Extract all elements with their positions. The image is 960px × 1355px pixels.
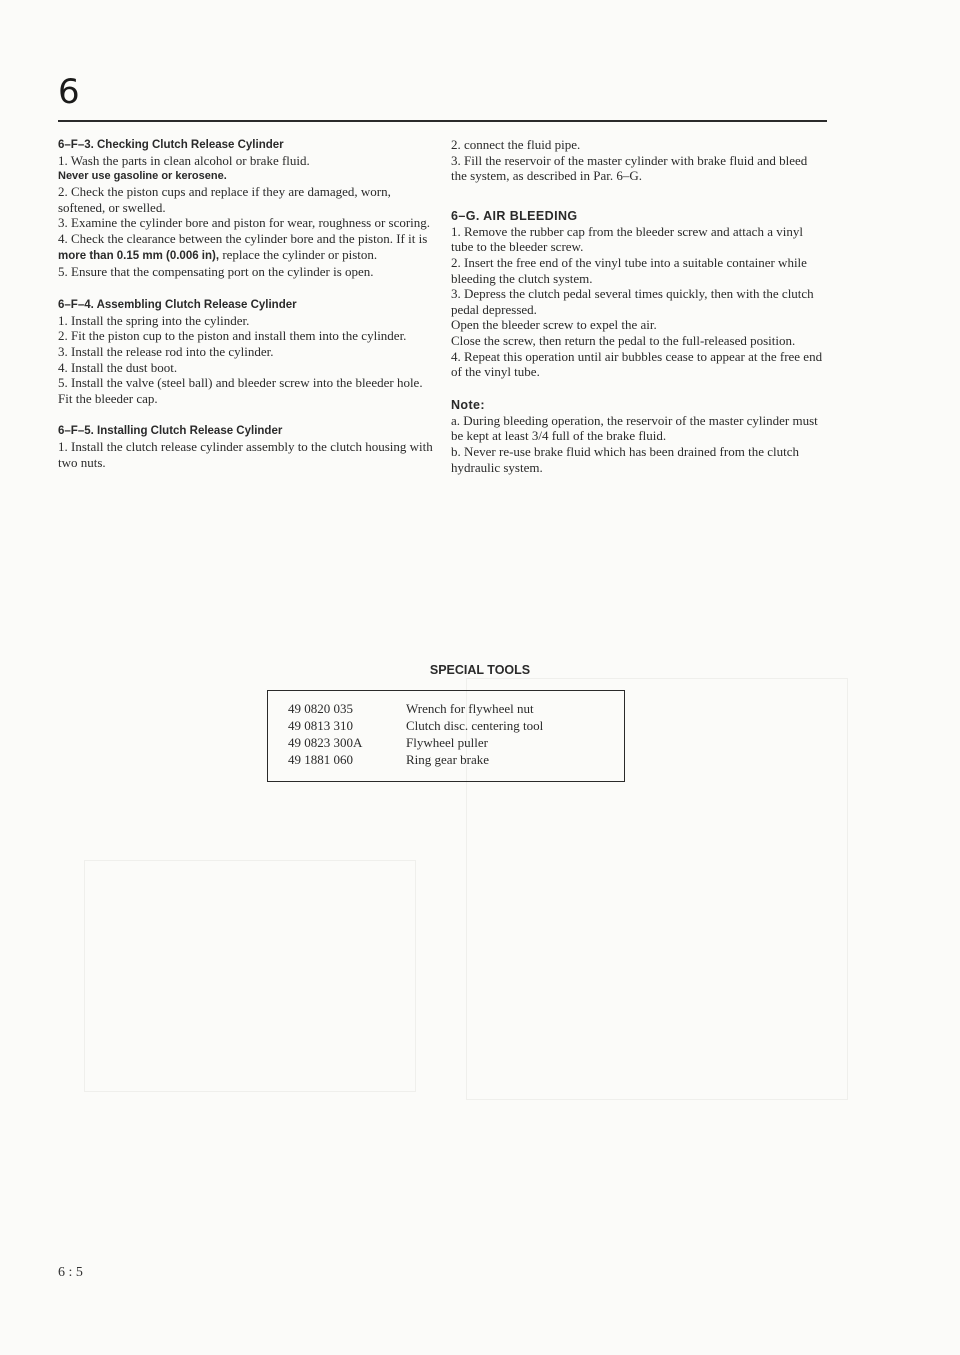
table-row — [288, 700, 543, 717]
special-tools-table — [288, 700, 543, 768]
page-number: 6 : 5 — [58, 1265, 83, 1280]
tool-code: 49 0813 310 — [288, 718, 353, 733]
paragraph: 2. connect the fluid pipe. — [451, 137, 581, 152]
paragraph: 3. Depress the clutch pedal several times quickly, then with the clutch pedal depressed. — [451, 286, 814, 317]
tool-code: 49 0823 300A — [288, 735, 363, 750]
tool-description: Clutch disc. centering tool — [406, 718, 544, 733]
note-heading: Note: — [451, 397, 485, 412]
paragraph-text: replace the cylinder or piston. — [222, 246, 378, 262]
paragraph: 1. Remove the rubber cap from the bleeder screw and attach a vinyl tube to the bleeder screw. — [451, 223, 803, 255]
header-rule — [58, 120, 827, 122]
tool-code: 49 0820 035 — [288, 701, 353, 716]
spec-value: more than 0.15 mm (0.006 in), — [58, 249, 220, 262]
warning-text: Never use gasoline or kerosene. — [58, 169, 227, 182]
paragraph: 1. Install the clutch release cylinder assembly to the clutch housing with two nuts. — [58, 439, 433, 470]
section-heading: 6–G. AIR BLEEDING — [451, 208, 578, 223]
paragraph: 1. Install the spring into the cylinder. — [58, 312, 250, 328]
section-heading: 6–F–3. Checking Clutch Release Cylinder — [58, 139, 284, 151]
paragraph: 2. Check the piston cups and replace if they are damaged, worn, softened, or swelled. — [58, 184, 391, 215]
paragraph: 4. Install the dust boot. — [58, 359, 178, 375]
table-row — [288, 717, 543, 734]
left-column — [58, 137, 433, 471]
paragraph: 2. Fit the piston cup to the piston and install them into the cylinder. — [58, 328, 407, 344]
paragraph: 1. Wash the parts in clean alcohol or brake fluid. — [58, 153, 310, 168]
paragraph: Open the bleeder screw to expel the air. — [451, 317, 657, 333]
paragraph: 3. Install the release rod into the cylinder. — [58, 343, 274, 359]
paragraph-text: 4. Check the clearance between the cylinder bore and the piston. If it is — [58, 230, 428, 246]
paragraph: 5. Install the valve (steel ball) and bleeder screw into the bleeder hole. Fit the bleeder cap. — [58, 375, 423, 406]
paragraph: 3. Fill the reservoir of the master cylinder with brake fluid and bleed the system, as described in Par. 6–G. — [451, 152, 808, 184]
note-item: b. Never re-use brake fluid which has been drained from the clutch hydraulic system. — [451, 443, 799, 475]
right-column — [451, 137, 826, 475]
tool-description: Flywheel puller — [406, 735, 488, 750]
note-item: a. During bleeding operation, the reservoir of the master cylinder must be kept at least 3/4 full of the brake fluid. — [451, 412, 818, 444]
show-through-frame — [84, 860, 416, 1092]
paragraph: 5. Ensure that the compensating port on the cylinder is open. — [58, 264, 374, 280]
paragraph — [58, 231, 433, 264]
special-tools-title: SPECIAL TOOLS — [429, 663, 531, 677]
paragraph: 2. Insert the free end of the vinyl tube into a suitable container while bleeding the clutch system. — [451, 254, 807, 286]
tool-description: Wrench for flywheel nut — [406, 701, 534, 716]
tool-description: Ring gear brake — [406, 752, 490, 767]
table-row — [288, 751, 543, 768]
special-tools-box — [267, 690, 625, 782]
chapter-number: 6 — [58, 72, 80, 112]
table-row — [288, 734, 543, 751]
section-heading: 6–F–4. Assembling Clutch Release Cylinder — [58, 298, 297, 311]
tool-code: 49 1881 060 — [288, 752, 353, 767]
paragraph: 3. Examine the cylinder bore and piston for wear, roughness or scoring. — [58, 215, 431, 231]
section-heading: 6–F–5. Installing Clutch Release Cylinder — [58, 425, 283, 438]
paragraph: 4. Repeat this operation until air bubbles cease to appear at the free end of the vinyl tube. — [451, 348, 823, 380]
paragraph: Close the screw, then return the pedal to the full-released position. — [451, 332, 796, 348]
